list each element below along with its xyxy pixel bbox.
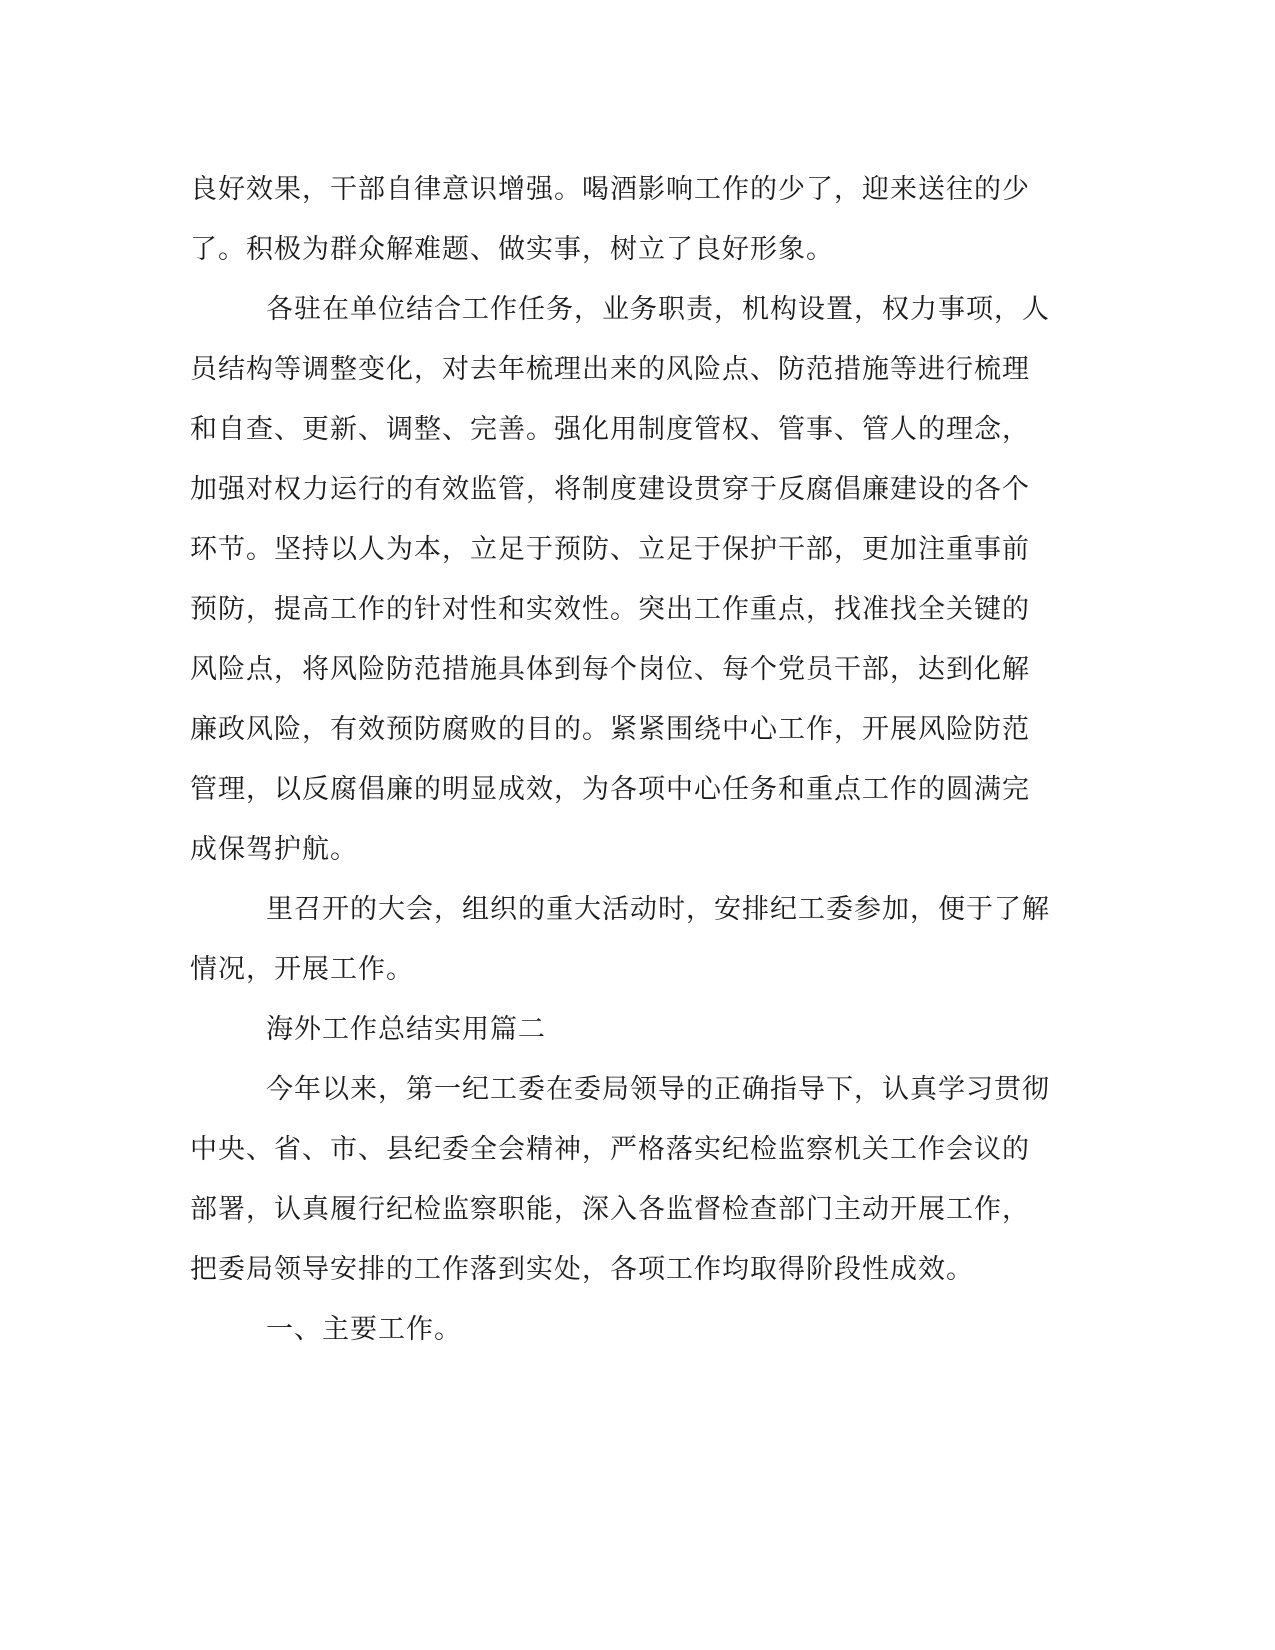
text-line: 加强对权力运行的有效监管，将制度建设贯穿于反腐倡廉建设的各个 (190, 474, 1030, 505)
paragraph-2 (190, 280, 1080, 880)
text-line: 预防，提高工作的针对性和实效性。突出工作重点，找准找全关键的 (190, 594, 1030, 625)
paragraph-1 (190, 160, 1080, 280)
heading-text: 一、主要工作。 (266, 1314, 462, 1345)
text-line: 和自查、更新、调整、完善。强化用制度管权、管事、管人的理念， (190, 414, 1030, 445)
paragraph-4 (190, 1060, 1080, 1300)
text-line: 风险点，将风险防范措施具体到每个岗位、每个党员干部，达到化解 (190, 654, 1030, 685)
text-line: 廉政风险，有效预防腐败的目的。紧紧围绕中心工作，开展风险防范 (190, 714, 1030, 745)
text-line: 今年以来，第一纪工委在委局领导的正确指导下，认真学习贯彻 (266, 1074, 1050, 1105)
text-line: 环节。坚持以人为本，立足于预防、立足于保护干部，更加注重事前 (190, 534, 1030, 565)
text-line: 部署，认真履行纪检监察职能，深入各监督检查部门主动开展工作， (190, 1194, 1030, 1225)
heading-text: 海外工作总结实用篇二 (266, 1014, 546, 1045)
text-line: 成保驾护航。 (190, 834, 358, 865)
text-line: 情况，开展工作。 (190, 954, 414, 985)
document-body (190, 160, 1080, 1360)
paragraph-3 (190, 880, 1080, 1000)
text-line: 良好效果，干部自律意识增强。喝酒影响工作的少了，迎来送往的少 (190, 174, 1030, 205)
text-line: 把委局领导安排的工作落到实处，各项工作均取得阶段性成效。 (190, 1254, 974, 1285)
section-heading (190, 1000, 1080, 1060)
text-line: 了。积极为群众解难题、做实事，树立了良好形象。 (190, 234, 834, 265)
text-line: 员结构等调整变化，对去年梳理出来的风险点、防范措施等进行梳理 (190, 354, 1030, 385)
text-line: 各驻在单位结合工作任务，业务职责，机构设置，权力事项，人 (266, 294, 1050, 325)
text-line: 中央、省、市、县纪委全会精神，严格落实纪检监察机关工作会议的 (190, 1134, 1030, 1165)
subsection-heading (190, 1300, 1080, 1360)
text-line: 管理，以反腐倡廉的明显成效，为各项中心任务和重点工作的圆满完 (190, 774, 1030, 805)
text-line: 里召开的大会，组织的重大活动时，安排纪工委参加，便于了解 (266, 894, 1050, 925)
